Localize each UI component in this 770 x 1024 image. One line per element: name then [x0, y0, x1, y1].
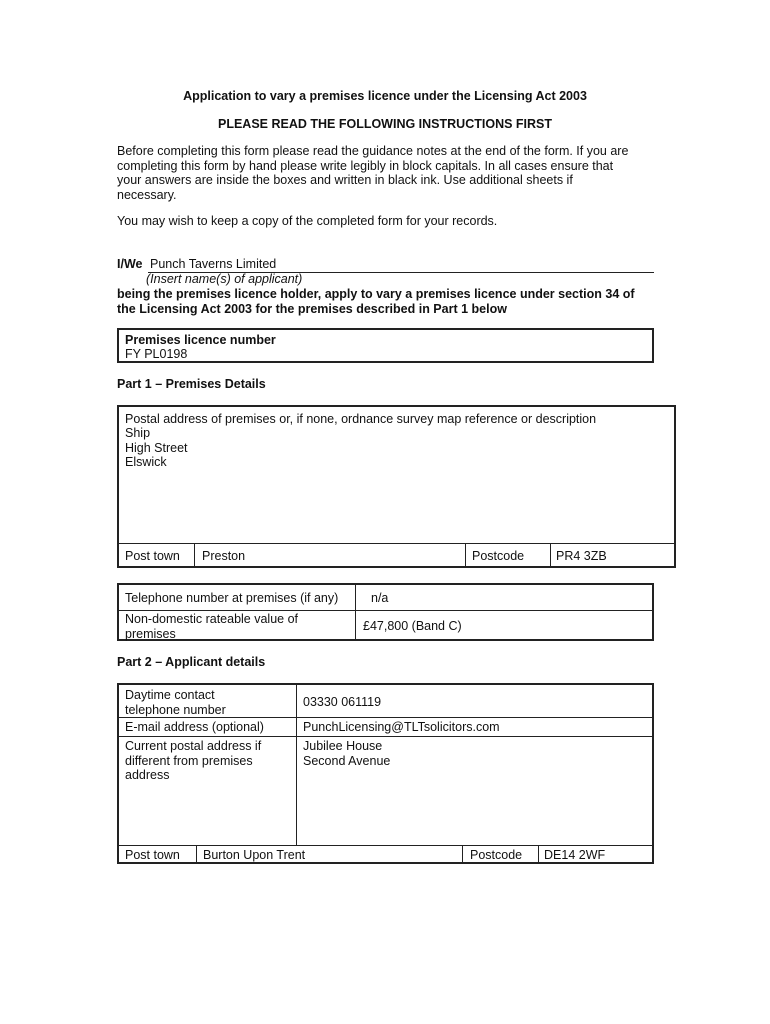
divider	[296, 685, 297, 845]
current-address-field[interactable]	[303, 739, 390, 768]
post-town-field[interactable]: Preston	[202, 549, 246, 563]
applicant-label	[117, 257, 142, 271]
applicant-postcode-field[interactable]: DE14 2WF	[544, 848, 606, 862]
label-line: telephone number	[125, 702, 226, 717]
divider	[465, 543, 466, 568]
divider	[196, 845, 197, 864]
part1-heading: Part 1 – Premises Details	[117, 377, 266, 391]
label-line: Current postal address if	[125, 739, 262, 753]
applicant-details-box	[117, 683, 654, 864]
divider	[462, 845, 463, 864]
rateable-value-field[interactable]: £47,800 (Band C)	[363, 619, 462, 633]
licence-number-box	[117, 328, 654, 363]
address-line: High Street	[125, 440, 188, 455]
label-line: address	[125, 768, 170, 782]
divider	[119, 736, 654, 737]
divider	[194, 543, 195, 568]
applicant-post-town-label: Post town	[125, 848, 180, 862]
form-title: Application to vary a premises licence under the Licensing Act 2003	[183, 89, 587, 103]
address-line: Ship	[125, 426, 151, 440]
premises-address-box	[117, 405, 676, 568]
applicant-statement-2: the Licensing Act 2003 for the premises described in Part 1 below	[117, 302, 507, 316]
divider	[119, 543, 676, 544]
applicant-postcode-label: Postcode	[470, 848, 523, 862]
copy-note: You may wish to keep a copy of the completed form for your records.	[117, 214, 498, 228]
part2-heading: Part 2 – Applicant details	[117, 655, 266, 669]
daytime-phone-field[interactable]: 03330 061119	[303, 695, 382, 709]
address-line: Elswick	[125, 455, 167, 469]
address-line: Jubilee House	[303, 739, 383, 753]
applicant-post-town-field[interactable]: Burton Upon Trent	[203, 848, 306, 862]
divider	[119, 610, 654, 611]
applicant-name-hint: (Insert name(s) of applicant)	[146, 272, 303, 286]
divider	[550, 543, 551, 568]
email-label: E-mail address (optional)	[125, 720, 264, 734]
current-address-label	[125, 739, 261, 783]
address-line: Second Avenue	[303, 753, 391, 768]
divider	[119, 717, 654, 718]
rateable-value-label	[125, 612, 298, 641]
daytime-phone-label	[125, 688, 226, 717]
instructions-line: your answers are inside the boxes and written in black ink. Use additional sheets if	[117, 173, 573, 187]
premises-address-field[interactable]	[125, 426, 188, 470]
label-line: Daytime contact	[125, 688, 215, 702]
divider	[538, 845, 539, 864]
telephone-label: Telephone number at premises (if any)	[125, 591, 339, 605]
instructions-line: necessary.	[117, 187, 177, 202]
instructions-paragraph	[117, 144, 657, 202]
iwe-label: I/We	[117, 257, 143, 271]
instructions-line: completing this form by hand please write legibly in block capitals. In all cases ensure that	[117, 158, 614, 173]
licence-number-label: Premises licence number	[125, 333, 276, 347]
postcode-label: Postcode	[472, 549, 525, 563]
postcode-field[interactable]: PR4 3ZB	[556, 549, 607, 563]
applicant-statement-1: being the premises licence holder, apply to vary a premises licence under section 34 of	[117, 287, 635, 301]
email-field[interactable]: PunchLicensing@TLTsolicitors.com	[303, 720, 500, 734]
telephone-field[interactable]: n/a	[371, 591, 389, 605]
premises-contact-box	[117, 583, 654, 641]
applicant-name-field[interactable]: Punch Taverns Limited	[150, 257, 277, 271]
label-line: different from premises	[125, 753, 253, 768]
divider	[355, 585, 356, 641]
instructions-heading: PLEASE READ THE FOLLOWING INSTRUCTIONS FIRST	[217, 117, 553, 131]
instructions-line: Before completing this form please read the guidance notes at the end of the form. If you are	[117, 144, 629, 158]
label-line: premises	[125, 626, 176, 641]
post-town-label: Post town	[125, 549, 180, 563]
label-line: Non-domestic rateable value of	[125, 612, 299, 626]
premises-address-label: Postal address of premises or, if none, ordnance survey map reference or description	[125, 412, 597, 426]
divider	[119, 845, 654, 846]
licence-number-field[interactable]: FY PL0198	[125, 347, 188, 361]
